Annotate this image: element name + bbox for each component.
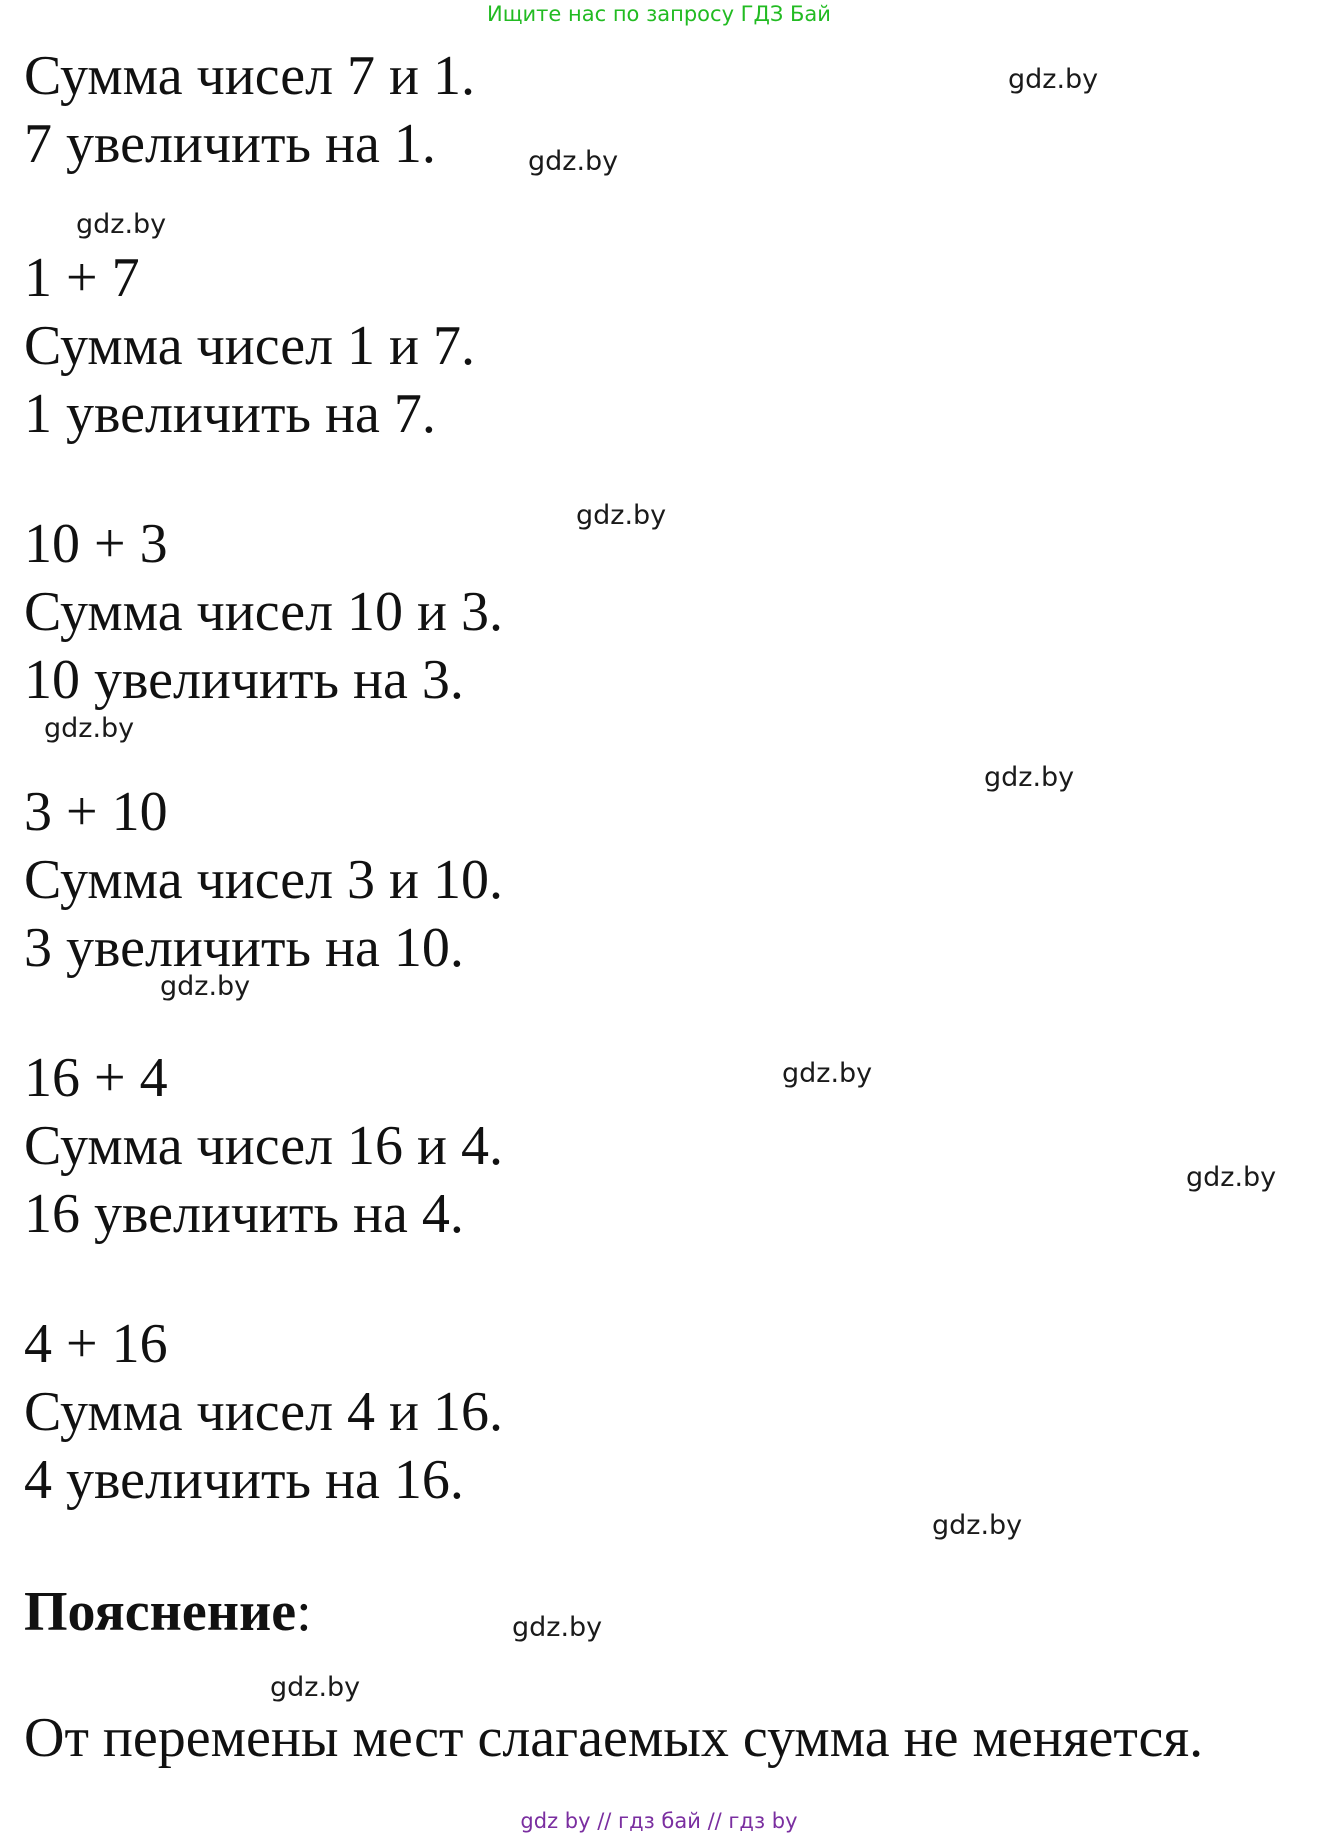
watermark: gdz.by xyxy=(932,1510,1023,1541)
expression-line: 16 + 4 xyxy=(24,1047,168,1109)
watermark: gdz.by xyxy=(160,971,251,1002)
watermark: gdz.by xyxy=(512,1612,603,1643)
explanation-text: От перемены мест слагаемых сумма не меняется. xyxy=(24,1707,1204,1769)
watermark: gdz.by xyxy=(984,762,1075,793)
expression-line: 10 + 3 xyxy=(24,513,168,575)
answer-line: 7 увеличить на 1. xyxy=(24,113,436,175)
explanation-heading: Пояснение xyxy=(24,1581,297,1643)
answer-line: 16 увеличить на 4. xyxy=(24,1183,464,1245)
watermark: gdz.by xyxy=(270,1672,361,1703)
answer-line: Сумма чисел 10 и 3. xyxy=(24,581,504,643)
watermark: gdz.by xyxy=(782,1058,873,1089)
answer-line: 1 увеличить на 7. xyxy=(24,383,436,445)
expression-line: 4 + 16 xyxy=(24,1313,168,1375)
watermark: gdz.by xyxy=(1186,1162,1277,1193)
watermark: gdz.by xyxy=(528,146,619,177)
answer-line: Сумма чисел 16 и 4. xyxy=(24,1115,504,1177)
search-banner: Ищите нас по запросу ГДЗ Бай xyxy=(487,2,831,26)
answer-line: 3 увеличить на 10. xyxy=(24,917,464,979)
watermark: gdz.by xyxy=(44,713,135,744)
watermark: gdz.by xyxy=(1008,64,1099,95)
footer-links: gdz by // гдз бай // гдз by xyxy=(520,1809,798,1833)
answer-line: Сумма чисел 7 и 1. xyxy=(24,45,476,107)
watermark: gdz.by xyxy=(576,500,667,531)
answer-line: Сумма чисел 3 и 10. xyxy=(24,849,504,911)
answer-line: Сумма чисел 1 и 7. xyxy=(24,315,476,377)
watermark: gdz.by xyxy=(76,209,167,240)
answer-line: 10 увеличить на 3. xyxy=(24,649,464,711)
expression-line: 1 + 7 xyxy=(24,247,140,309)
explanation-colon: : xyxy=(296,1581,312,1643)
answer-line: 4 увеличить на 16. xyxy=(24,1449,464,1511)
answer-line: Сумма чисел 4 и 16. xyxy=(24,1381,504,1443)
explanation-heading-row xyxy=(24,1580,312,1644)
expression-line: 3 + 10 xyxy=(24,781,168,843)
